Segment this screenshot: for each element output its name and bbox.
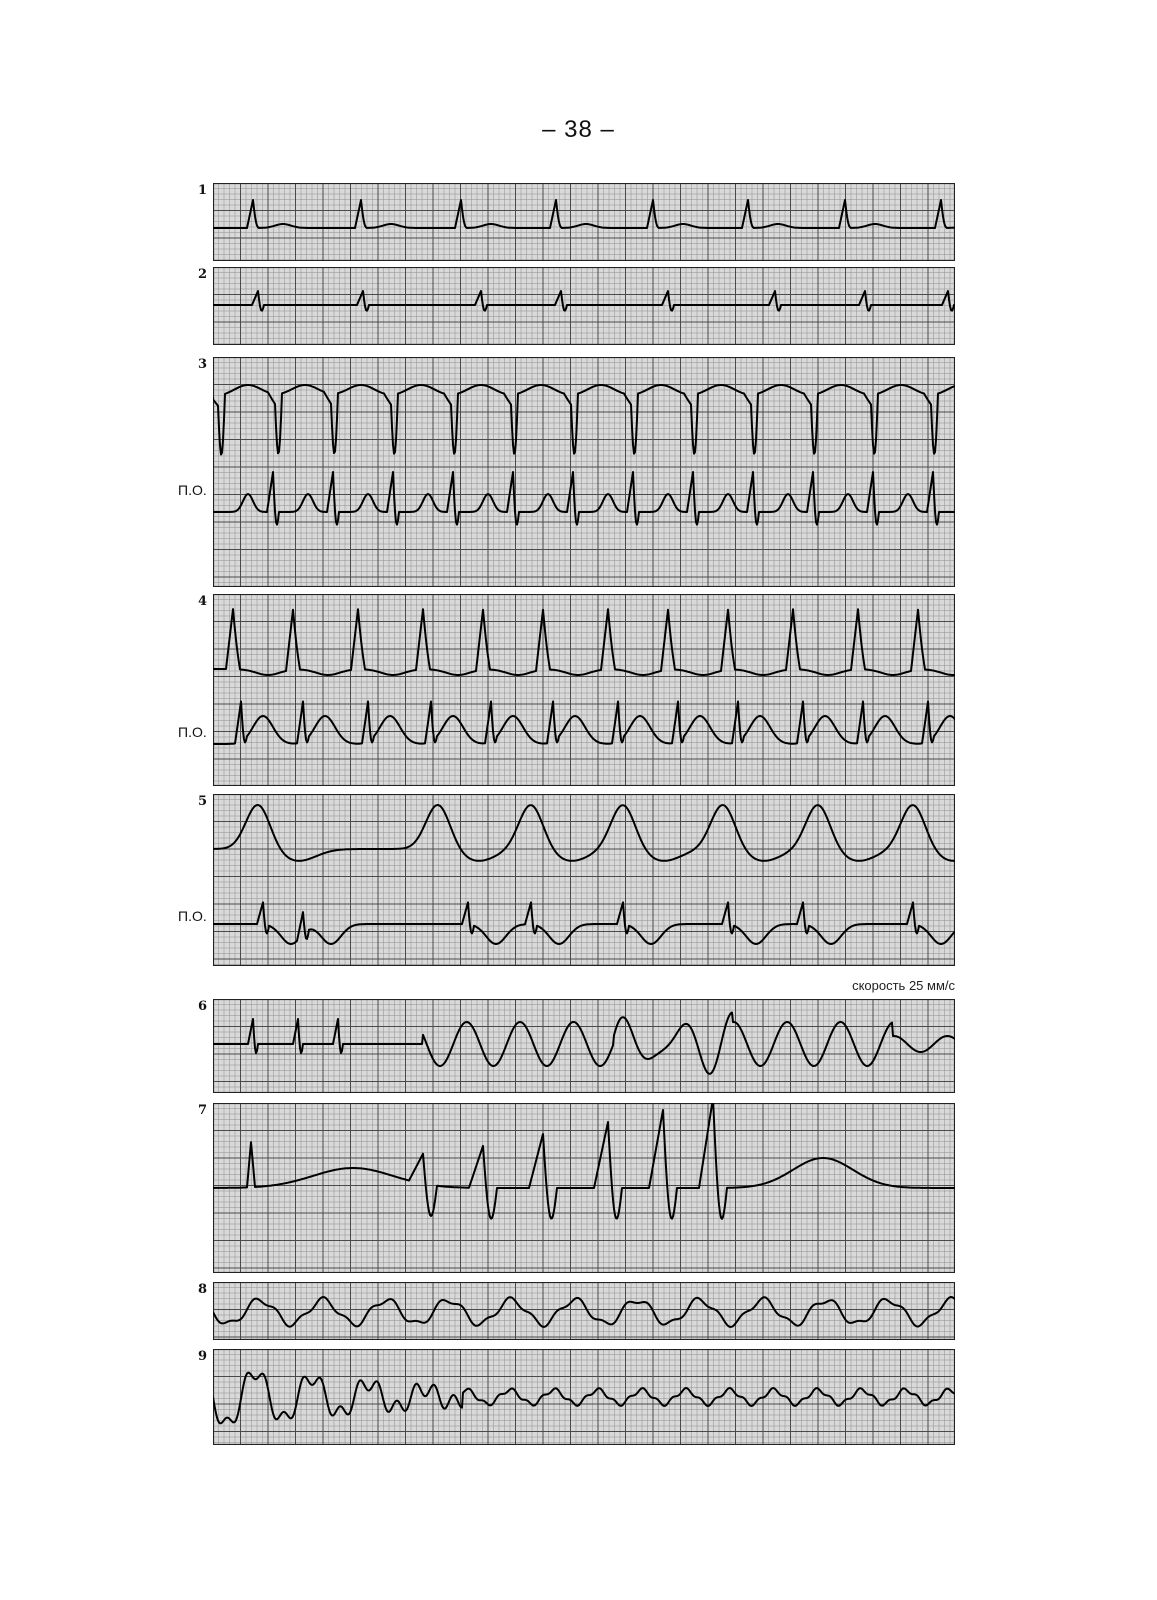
ecg-strip-8 — [213, 1282, 955, 1340]
strip-number-9: 9 — [198, 1349, 208, 1364]
po-label-strip-4: П.О. — [178, 724, 207, 740]
strip-number-4: 4 — [198, 594, 208, 609]
strip-number-2: 2 — [198, 267, 208, 282]
ecg-strip-3 — [213, 357, 955, 587]
ecg-strip-7 — [213, 1103, 955, 1273]
ecg-strip-5 — [213, 794, 955, 966]
strip-number-7: 7 — [198, 1103, 208, 1118]
ecg-strip-9 — [213, 1349, 955, 1445]
po-label-strip-5: П.О. — [178, 908, 207, 924]
page-number: – 38 – — [542, 116, 615, 143]
strip-number-6: 6 — [198, 999, 208, 1014]
ecg-strip-6 — [213, 999, 955, 1093]
ecg-strip-2 — [213, 267, 955, 345]
strip-number-5: 5 — [198, 794, 208, 809]
po-label-strip-3: П.О. — [178, 482, 207, 498]
strip-number-8: 8 — [198, 1282, 208, 1297]
strip-number-3: 3 — [198, 357, 208, 372]
speed-label: скорость 25 мм/с — [852, 978, 955, 993]
ecg-strip-1 — [213, 183, 955, 261]
ecg-strip-4 — [213, 594, 955, 786]
strip-number-1: 1 — [198, 183, 208, 198]
